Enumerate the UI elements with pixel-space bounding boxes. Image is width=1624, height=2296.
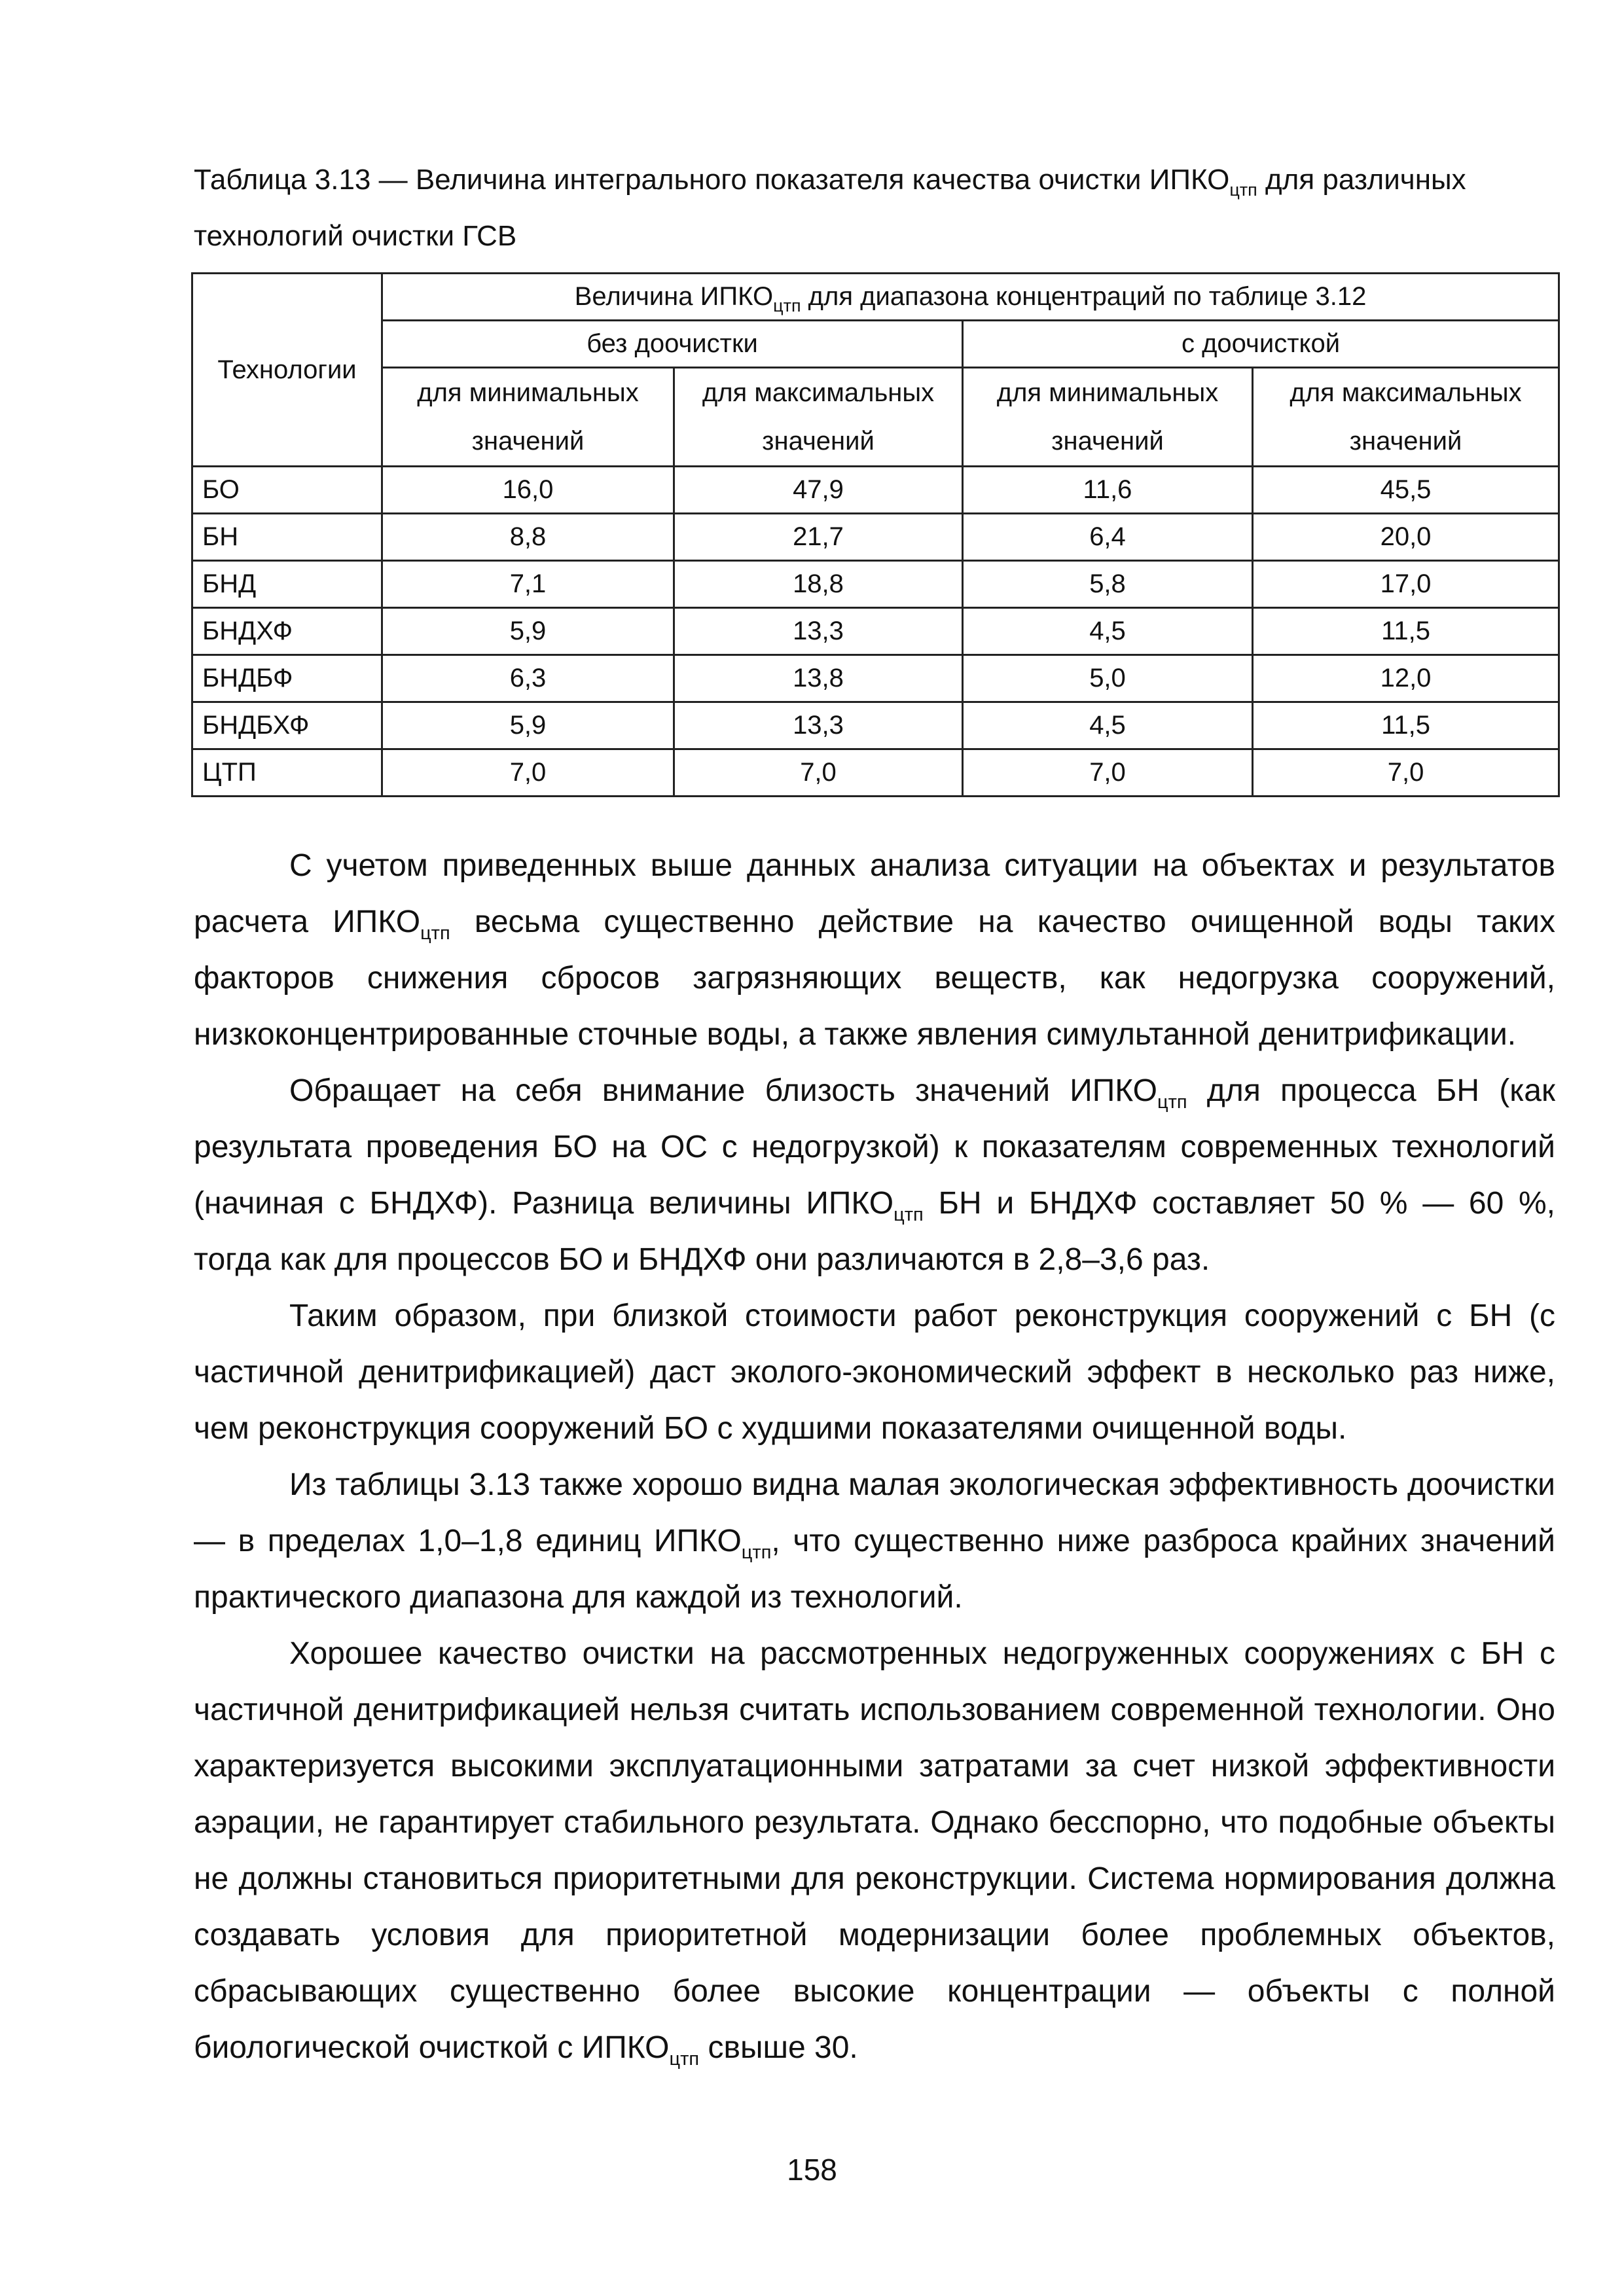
group-header-text-end: для диапазона концентраций по таблице 3.12 (801, 282, 1367, 311)
header-row-3 (192, 368, 1559, 467)
technology-name: БНДХФ (192, 608, 382, 655)
paragraph-text: свыше 30. (699, 2030, 858, 2065)
page-number: 158 (787, 2153, 837, 2187)
table-cell: 5,9 (382, 702, 674, 749)
table-cell: 6,3 (382, 655, 674, 702)
header-row-1 (192, 274, 1559, 321)
table-row (192, 702, 1559, 749)
table-row (192, 655, 1559, 702)
table-cell: 7,0 (674, 749, 963, 797)
group-header-text: Величина ИПКО (574, 282, 774, 311)
table-cell: 45,5 (1253, 467, 1559, 514)
table-row (192, 467, 1559, 514)
technology-name: БНДБХФ (192, 702, 382, 749)
table-row (192, 514, 1559, 561)
paragraph-text: весьма существенно действие на качество очищенной воды таких факторов снижения сбросов загрязняющих веществ, как недогрузка сооружений, низкоконцентрированные сточные воды, а также явления симультанной денитрификации. (194, 905, 1555, 1052)
group-header (382, 274, 1559, 321)
table-cell: 5,8 (963, 561, 1253, 608)
table-caption (194, 152, 1555, 264)
caption-text-end: для различных технологий очистки ГСВ (194, 164, 1466, 252)
subscript: цтп (893, 1204, 924, 1225)
paragraph (194, 1063, 1555, 1288)
subscript: цтп (1157, 1092, 1187, 1113)
table-cell: 13,8 (674, 655, 963, 702)
column-header: для максимальных значений (674, 368, 963, 467)
paragraph (194, 1288, 1555, 1457)
paragraph-text: Хорошее качество очистки на рассмотренных недогруженных сооружениях с БН с частичной денитрификацией нельзя считать использованием современной технологии. Оно характеризуется высокими эксплуатационными затратами за счет низкой эффективности аэрации, не гарантирует стабильного результата. Однако бесспорно, что подобные объекты не должны становиться приоритетными для реконструкции. Система нормирования должна создавать условия для приоритетной модернизации более проблемных объектов, сбрасывающих существенно более высокие концентрации — объекты с полной биологической очисткой с ИПКО (194, 1636, 1555, 2065)
table-cell: 12,0 (1253, 655, 1559, 702)
table-row (192, 749, 1559, 797)
paragraph-text: Таким образом, при близкой стоимости работ реконструкция сооружений с БН (с частичной денитрификацией) даст эколого-экономический эффект в несколько раз ниже, чем реконструкция сооружений БО с худшими показателями очищенной воды. (194, 1299, 1555, 1446)
ipko-table (191, 272, 1560, 797)
table-cell: 7,0 (963, 749, 1253, 797)
table-cell: 5,0 (963, 655, 1253, 702)
paragraph-text: Обращает на себя внимание близость значений ИПКО (289, 1073, 1157, 1108)
table-cell: 20,0 (1253, 514, 1559, 561)
column-header: для минимальных значений (382, 368, 674, 467)
technology-name: ЦТП (192, 749, 382, 797)
subgroup-header: без доочистки (382, 321, 963, 368)
technology-name: БНД (192, 561, 382, 608)
subgroup-header: с доочисткой (963, 321, 1559, 368)
table-cell: 8,8 (382, 514, 674, 561)
table-cell: 11,5 (1253, 702, 1559, 749)
table-cell: 7,0 (1253, 749, 1559, 797)
paragraph (194, 1626, 1555, 2076)
paragraph-text: , что существенно ниже разброса крайних значений практического диапазона для каждой из технологий. (194, 1524, 1555, 1615)
paragraph (194, 838, 1555, 1063)
body-text (194, 838, 1555, 2076)
table-cell: 17,0 (1253, 561, 1559, 608)
table-cell: 4,5 (963, 702, 1253, 749)
technology-name: БН (192, 514, 382, 561)
table-cell: 4,5 (963, 608, 1253, 655)
table-cell: 11,6 (963, 467, 1253, 514)
technology-name: БНДБФ (192, 655, 382, 702)
table-row (192, 561, 1559, 608)
table-cell: 16,0 (382, 467, 674, 514)
column-header: для максимальных значений (1253, 368, 1559, 467)
table-cell: 6,4 (963, 514, 1253, 561)
table-cell: 11,5 (1253, 608, 1559, 655)
subscript: цтп (741, 1542, 772, 1563)
table-cell: 13,3 (674, 608, 963, 655)
table-cell: 13,3 (674, 702, 963, 749)
paragraph-text: Из таблицы 3.13 также хорошо видна малая экологическая эффективность доочистки — в пределах 1,0–1,8 единиц ИПКО (194, 1467, 1555, 1558)
paragraph-text: БН и БНДХФ составляет 50 % — 60 %, тогда как для процессов БО и БНДХФ они различаются в 2,8–3,6 раз. (194, 1186, 1556, 1277)
technology-name: БО (192, 467, 382, 514)
paragraph-text: С учетом приведенных выше данных анализа ситуации на объектах и результатов расчета ИПКО (194, 848, 1555, 939)
subscript: цтп (420, 923, 450, 944)
table-cell: 5,9 (382, 608, 674, 655)
caption-text: Таблица 3.13 — Величина интегрального показателя качества очистки ИПКО (194, 164, 1230, 196)
table-cell: 47,9 (674, 467, 963, 514)
column-header: для минимальных значений (963, 368, 1253, 467)
paragraph-text: для процесса БН (как результата проведения БО на ОС с недогрузкой) к показателям современных технологий (начиная с БНДХФ). Разница величины ИПКО (194, 1073, 1555, 1221)
table-row (192, 608, 1559, 655)
paragraph (194, 1457, 1555, 1626)
group-header-subscript: цтп (773, 296, 801, 315)
subscript: цтп (669, 2049, 700, 2070)
caption-subscript: цтп (1229, 180, 1257, 200)
table-cell: 18,8 (674, 561, 963, 608)
table-cell: 7,0 (382, 749, 674, 797)
technologies-header: Технологии (192, 274, 382, 467)
header-row-2 (192, 321, 1559, 368)
table-cell: 21,7 (674, 514, 963, 561)
table-cell: 7,1 (382, 561, 674, 608)
